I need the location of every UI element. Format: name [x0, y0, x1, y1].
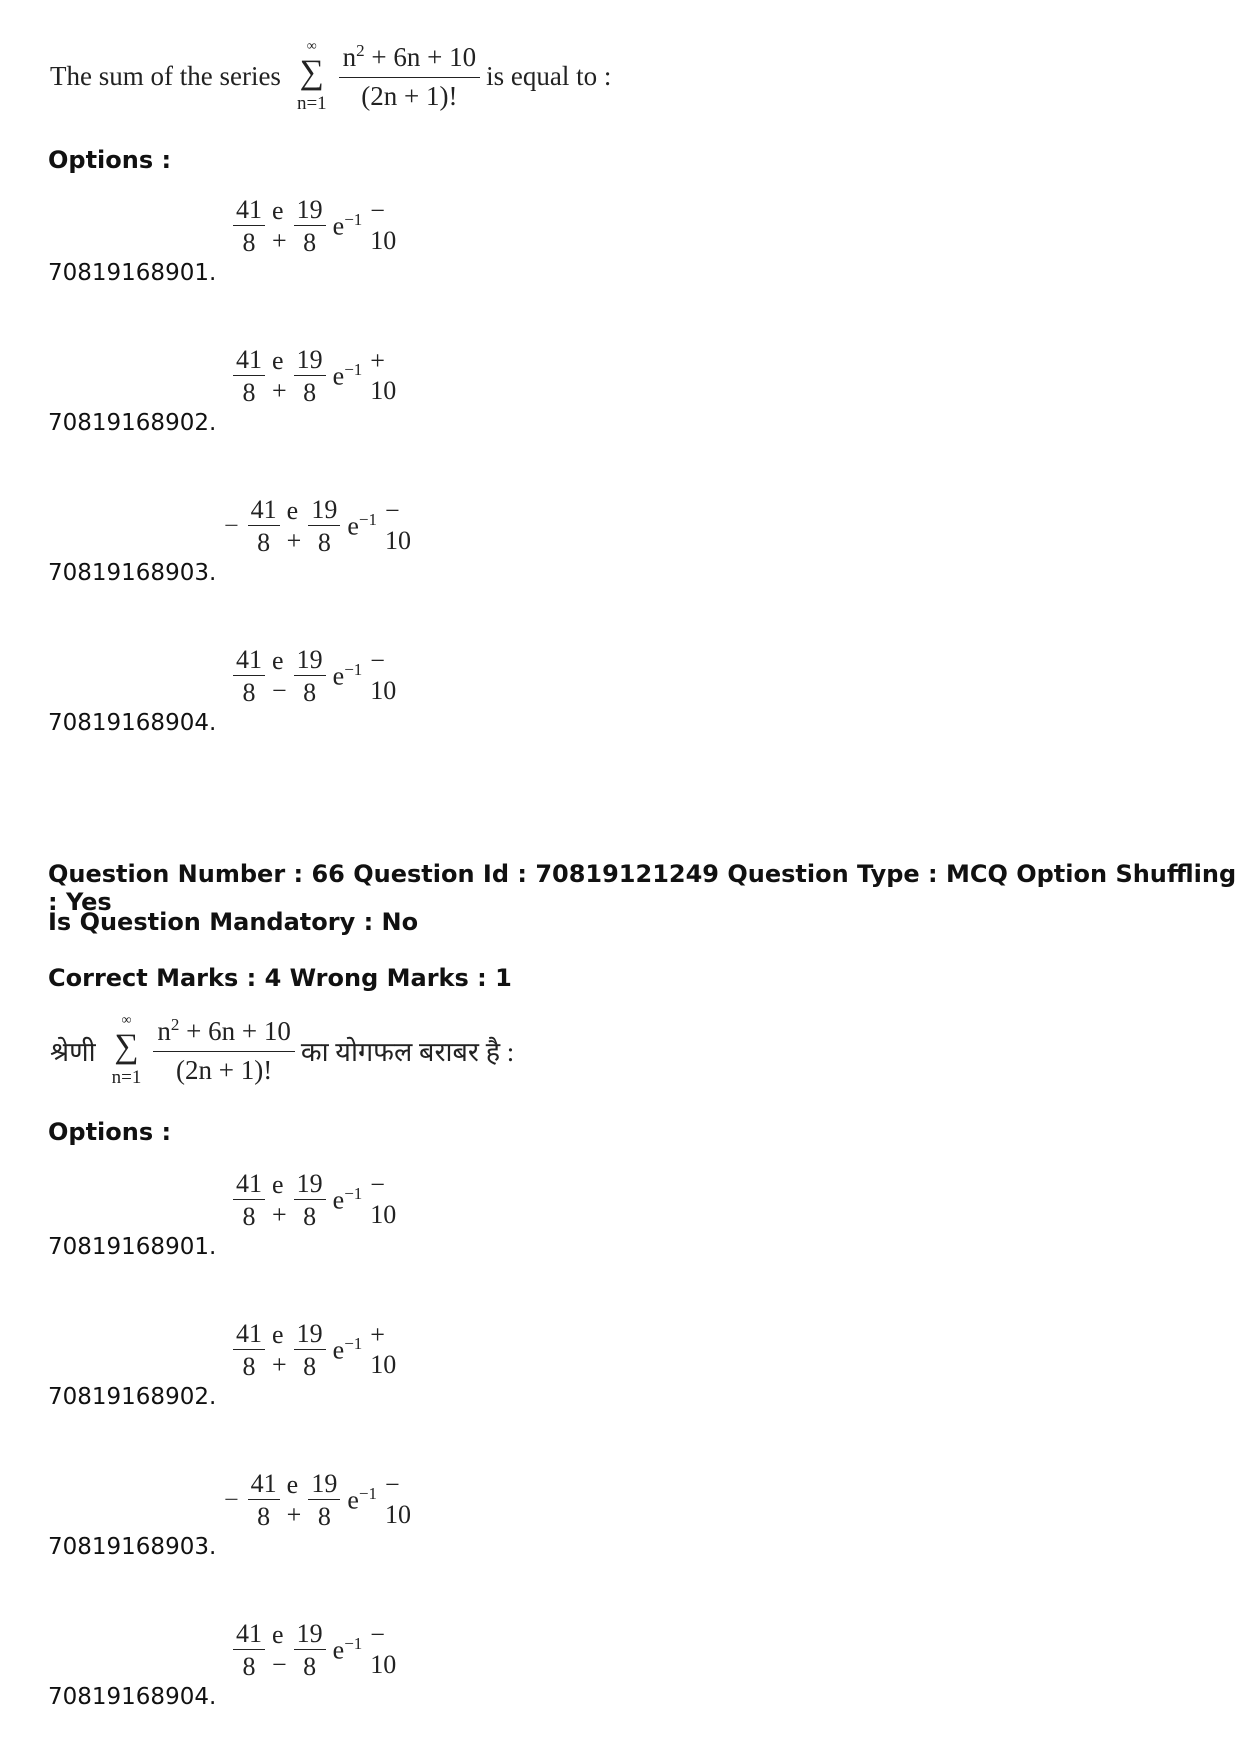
operator-term: e + [272, 346, 287, 406]
constant-term: − 10 [370, 196, 397, 256]
operator-term: e + [272, 196, 287, 256]
operator-term: e + [272, 1170, 287, 1230]
fraction-numerator: 19 [294, 646, 326, 676]
fraction-numerator: 41 [248, 496, 280, 526]
sum-upper-limit: ∞ [121, 1013, 132, 1028]
fraction-denominator: 8 [303, 1352, 317, 1382]
constant-term: − 10 [384, 496, 411, 556]
fraction-19-8 [294, 1620, 326, 1681]
question-text-english [50, 40, 611, 113]
fraction-numerator: $n^2 + 6n + 10$ [153, 1016, 294, 1052]
fraction-19-8 [294, 1170, 326, 1231]
fraction-denominator: 8 [242, 1652, 256, 1682]
constant-term: − 10 [384, 1470, 411, 1530]
exponential-term: $e^{-1}$ [347, 1484, 377, 1516]
question-meta-line-1: Question Number : 66 Question Id : 70819121249 Question Type : MCQ Option Shuffling : Yes [48, 860, 1237, 916]
option-expression [224, 1470, 415, 1531]
option-expression [224, 1170, 400, 1231]
fraction-denominator: 8 [317, 1502, 331, 1532]
question-suffix: का योगफल बराबर है : [300, 1037, 515, 1067]
sum-lower-limit: n=1 [111, 1067, 142, 1088]
fraction-denominator: 8 [242, 228, 256, 258]
fraction-numerator: 41 [248, 1470, 280, 1500]
exponential-term: $e^{-1}$ [332, 1184, 363, 1216]
fraction-41-8 [233, 1620, 265, 1681]
summation [112, 1014, 142, 1087]
fraction-19-8 [308, 1470, 340, 1531]
fraction-numerator: 19 [294, 346, 326, 376]
constant-term: − 10 [370, 1620, 397, 1680]
fraction-denominator: 8 [242, 1352, 256, 1382]
sum-lower-limit: n=1 [296, 93, 327, 114]
fraction-19-8 [294, 646, 326, 707]
fraction-numerator: 41 [233, 1170, 265, 1200]
option-id: 70819168904. [48, 1684, 217, 1710]
exponential-term: $e^{-1}$ [332, 1634, 363, 1666]
fraction-denominator: 8 [317, 528, 331, 558]
fraction-numerator: 19 [308, 1470, 340, 1500]
fraction-denominator: 8 [303, 228, 317, 258]
fraction-numerator: 19 [308, 496, 340, 526]
option-expression [224, 196, 400, 257]
fraction-41-8 [233, 646, 265, 707]
question-prefix: श्रेणी [50, 1037, 96, 1067]
fraction-numerator: 19 [294, 196, 326, 226]
series-term-fraction [339, 42, 480, 111]
fraction-41-8 [233, 1320, 265, 1381]
exponential-term: $e^{-1}$ [332, 360, 363, 392]
constant-term: − 10 [370, 646, 397, 706]
fraction-numerator: 19 [294, 1320, 326, 1350]
option-id: 70819168902. [48, 1384, 217, 1410]
fraction-denominator: 8 [242, 378, 256, 408]
fraction-19-8 [308, 496, 340, 557]
fraction-41-8 [248, 1470, 280, 1531]
options-label: Options : [48, 1118, 172, 1146]
fraction-41-8 [248, 496, 280, 557]
fraction-denominator: 8 [303, 1202, 317, 1232]
fraction-denominator: 8 [303, 378, 317, 408]
fraction-denominator: 8 [242, 1202, 256, 1232]
exponential-term: $e^{-1}$ [332, 210, 363, 242]
option-expression [224, 1620, 400, 1681]
fraction-denominator: (2n + 1)! [361, 80, 458, 111]
question-prefix: The sum of the series [50, 61, 281, 91]
fraction-41-8 [233, 1170, 265, 1231]
exponential-term: $e^{-1}$ [347, 510, 377, 542]
leading-sign: − [224, 1485, 239, 1515]
fraction-denominator: 8 [257, 1502, 271, 1532]
sigma-symbol: ∑ [299, 54, 324, 91]
question-meta-line-2: Is Question Mandatory : No [48, 908, 419, 936]
fraction-numerator: 19 [294, 1620, 326, 1650]
fraction-41-8 [233, 196, 265, 257]
summation [297, 40, 327, 113]
fraction-numerator: $n^2 + 6n + 10$ [339, 42, 480, 78]
option-expression [224, 1320, 400, 1381]
option-id: 70819168903. [48, 560, 217, 586]
series-term-fraction [153, 1016, 294, 1085]
option-expression [224, 646, 400, 707]
operator-term: e + [272, 1320, 287, 1380]
fraction-numerator: 41 [233, 1620, 265, 1650]
fraction-19-8 [294, 196, 326, 257]
option-id: 70819168904. [48, 710, 217, 736]
fraction-denominator: (2n + 1)! [175, 1054, 273, 1085]
exponential-term: $e^{-1}$ [332, 660, 363, 692]
operator-term: e − [272, 646, 287, 706]
fraction-denominator: 8 [242, 678, 256, 708]
constant-term: + 10 [370, 1320, 397, 1380]
option-expression [224, 346, 400, 407]
fraction-denominator: 8 [257, 528, 271, 558]
fraction-numerator: 41 [233, 1320, 265, 1350]
option-id: 70819168902. [48, 410, 217, 436]
operator-term: e + [286, 496, 302, 556]
constant-term: − 10 [370, 1170, 397, 1230]
options-label: Options : [48, 146, 172, 174]
constant-term: + 10 [370, 346, 397, 406]
fraction-19-8 [294, 1320, 326, 1381]
option-expression [224, 496, 415, 557]
leading-sign: − [224, 511, 239, 541]
question-suffix: is equal to : [486, 61, 612, 91]
exponential-term: $e^{-1}$ [332, 1334, 363, 1366]
fraction-numerator: 41 [233, 196, 265, 226]
fraction-41-8 [233, 346, 265, 407]
question-meta-line-3: Correct Marks : 4 Wrong Marks : 1 [48, 964, 512, 992]
fraction-19-8 [294, 346, 326, 407]
question-text-hindi [50, 1014, 514, 1087]
sigma-symbol: ∑ [114, 1028, 139, 1065]
operator-term: e + [286, 1470, 302, 1530]
sum-upper-limit: ∞ [306, 39, 317, 54]
fraction-denominator: 8 [303, 1652, 317, 1682]
fraction-denominator: 8 [303, 678, 317, 708]
operator-term: e − [272, 1620, 287, 1680]
option-id: 70819168901. [48, 260, 217, 286]
fraction-numerator: 19 [294, 1170, 326, 1200]
option-id: 70819168903. [48, 1534, 217, 1560]
fraction-numerator: 41 [233, 346, 265, 376]
option-id: 70819168901. [48, 1234, 217, 1260]
fraction-numerator: 41 [233, 646, 265, 676]
